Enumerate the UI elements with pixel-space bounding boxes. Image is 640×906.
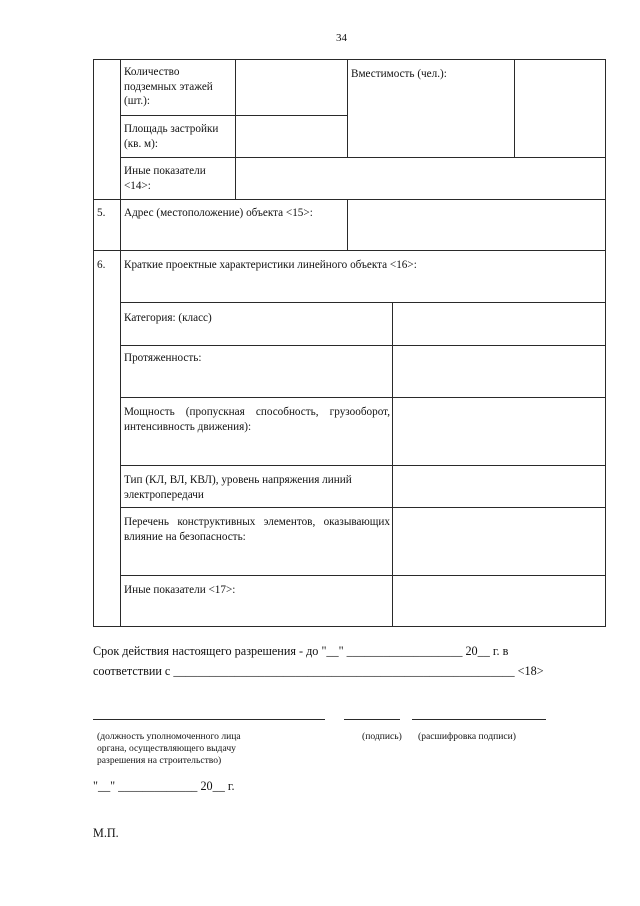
decoding-signature-line — [412, 719, 546, 720]
category-label: Категория: (класс) — [124, 312, 212, 324]
validity-line-1: Срок действия настоящего разрешения - до "__" ___________________ 20__ г. в — [93, 644, 509, 658]
column-divider — [514, 59, 515, 157]
power-label: Мощность (пропускная способность, грузооборот, интенсивность движения): — [124, 406, 390, 433]
row-divider — [120, 302, 606, 303]
row-divider — [93, 250, 606, 251]
power-line-label: Тип (КЛ, ВЛ, КВЛ), уровень напряжения линий электропередачи — [124, 474, 352, 501]
table-bottom-border — [93, 626, 606, 627]
row-divider — [120, 157, 606, 158]
page-number: 34 — [336, 32, 347, 44]
column-divider — [347, 199, 348, 250]
column-divider — [235, 59, 236, 199]
stamp-place: М.П. — [93, 826, 119, 840]
validity-line-2: соответствии с ________________________________________________________ <18> — [93, 664, 544, 678]
other-indicators-label: Иные показатели <14>: — [124, 165, 206, 192]
structural-elements-label: Перечень конструктивных элементов, оказывающих влияние на безопасность: — [124, 516, 390, 543]
position-caption: (должность уполномоченного лица органа, осуществляющего выдачу разрешения на строительство) — [97, 731, 241, 767]
built-area-label: Площадь застройки (кв. м): — [124, 123, 219, 150]
length-label: Протяженность: — [124, 352, 202, 364]
signature-line — [344, 719, 400, 720]
row-divider — [120, 115, 347, 116]
row6-number: 6. — [97, 259, 106, 271]
underground-floors-label: Количество подземных этажей (шт.): — [124, 66, 213, 107]
row-divider — [120, 507, 606, 508]
number-column-divider — [120, 59, 121, 627]
row-divider — [120, 575, 606, 576]
column-divider — [392, 302, 393, 626]
column-divider — [347, 59, 348, 157]
linear-object-label: Краткие проектные характеристики линейного объекта <16>: — [124, 259, 417, 271]
row5-number: 5. — [97, 207, 106, 219]
row-divider — [120, 345, 606, 346]
row-divider — [93, 199, 606, 200]
date-line: "__" _____________ 20__ г. — [93, 779, 235, 793]
position-signature-line — [93, 719, 325, 720]
table-right-border — [605, 59, 606, 627]
other-indicators-17-label: Иные показатели <17>: — [124, 584, 236, 596]
capacity-label: Вместимость (чел.): — [351, 68, 447, 80]
signature-caption: (подпись) — [362, 731, 402, 742]
decoding-caption: (расшифровка подписи) — [418, 731, 516, 742]
table-top-border — [93, 59, 606, 60]
address-label: Адрес (местоположение) объекта <15>: — [124, 207, 313, 219]
row-divider — [120, 397, 606, 398]
table-left-border — [93, 59, 94, 627]
row-divider — [120, 465, 606, 466]
